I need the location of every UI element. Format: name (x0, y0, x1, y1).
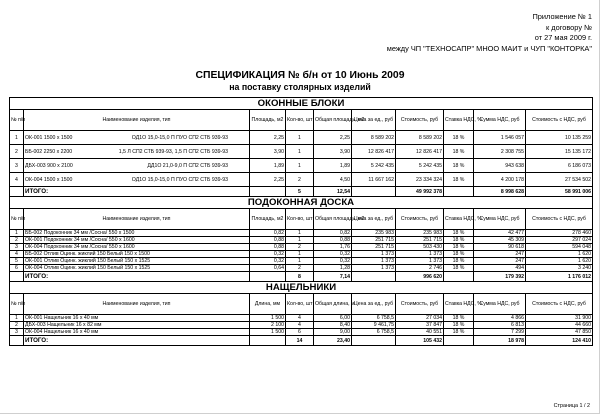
cell-name: ОК-001 Отлив Оцинк. жиклий 150 Белый 150 х 1525 (24, 258, 250, 265)
cell-name: ББ-002 Отлив Оцинк. жиклий 150 Белый 150 х 1500 (24, 251, 250, 258)
total-row (10, 336, 593, 346)
table-row (10, 322, 593, 329)
cell-n: 1 (10, 131, 24, 145)
total-label: ИТОГО: (24, 336, 250, 346)
column-header: Наименование изделия, тип (24, 209, 250, 230)
cell-total-area: 1,89 (314, 159, 352, 173)
column-header: Сумма НДС, руб (474, 294, 526, 315)
cell-name: ББ-002 Подоконник 34 мм /Сосна/ 550 х 1500 (24, 230, 250, 237)
cell-area: 3,90 (250, 145, 286, 159)
column-header: Стоимость с НДС, руб (526, 209, 593, 230)
cell-cost: 235 983 (396, 230, 444, 237)
table-row (10, 145, 593, 159)
cell-area: 1,89 (250, 159, 286, 173)
total-label: ИТОГО: (24, 272, 250, 282)
item-spec: ОД1О 15,0-15,0 П ПУО СП2 СТБ 939-93 (131, 134, 228, 141)
header-line: от 27 мая 2009 г. (534, 33, 592, 43)
total-empty-cell (250, 336, 286, 346)
cell-n: 6 (10, 265, 24, 272)
cell-cost-vat: 6 186 073 (526, 159, 593, 173)
column-header: Сумма НДС, руб (474, 110, 526, 131)
total-cost-vat: 1 176 012 (526, 272, 593, 282)
cell-total-area: 1,28 (314, 265, 352, 272)
cell-cost: 503 430 (396, 244, 444, 251)
document-title: СПЕЦИФИКАЦИЯ № б/н от 10 Июнь 2009 (195, 70, 405, 81)
table-row (10, 237, 593, 244)
cell-price: 9 461,75 (352, 322, 396, 329)
total-empty-cell (250, 272, 286, 282)
cell-qty: 1 (286, 230, 314, 237)
column-header: Цена за ед., руб (352, 294, 396, 315)
total-qty: 14 (286, 336, 314, 346)
cell-area: 2,25 (250, 131, 286, 145)
item-spec: ОД1О 15,0-15,0 П ПУО СП2 СТБ 939-93 (131, 176, 228, 183)
document-header (387, 12, 592, 54)
cell-price: 5 242 435 (352, 159, 396, 173)
cell-price: 251 715 (352, 244, 396, 251)
cell-vat-rate: 18 % (444, 315, 474, 322)
cell-total-area: 6,00 (314, 315, 352, 322)
cell-cost-vat: 15 135 172 (526, 145, 593, 159)
cell-qty: 2 (286, 244, 314, 251)
column-header: Ставка НДС, % (444, 294, 474, 315)
cell-total-area: 2,25 (314, 131, 352, 145)
total-total-area: 12,54 (314, 187, 352, 197)
cell-cost: 1 373 (396, 258, 444, 265)
section-title: НАЩЕЛЬНИКИ (10, 282, 593, 294)
total-empty-cell (352, 187, 396, 197)
cell-qty: 6 (286, 329, 314, 336)
total-empty-cell (10, 272, 24, 282)
cell-cost: 251 715 (396, 237, 444, 244)
column-header-row (10, 294, 593, 315)
cell-area: 0,32 (250, 251, 286, 258)
cell-total-area: 0,88 (314, 237, 352, 244)
cell-area: 2,25 (250, 173, 286, 187)
cell-vat: 90 618 (474, 244, 526, 251)
table-row (10, 244, 593, 251)
column-header: Сумма НДС, руб (474, 209, 526, 230)
cell-vat-rate: 18 % (444, 265, 474, 272)
cell-price: 251 715 (352, 237, 396, 244)
total-vat: 18 978 (474, 336, 526, 346)
cell-cost: 2 746 (396, 265, 444, 272)
cell-qty: 4 (286, 315, 314, 322)
cell-total-area: 0,32 (314, 258, 352, 265)
cell-vat-rate: 18 % (444, 251, 474, 258)
page-number: Страница 1 / 2 (553, 403, 590, 409)
cell-vat: 943 638 (474, 159, 526, 173)
total-empty-cell (444, 272, 474, 282)
header-line: Приложение № 1 (532, 12, 592, 21)
cell-vat: 45 309 (474, 237, 526, 244)
cell-n: 3 (10, 329, 24, 336)
column-header: Наименование изделия, тип (24, 110, 250, 131)
cell-total-area: 3,90 (314, 145, 352, 159)
total-empty-cell (250, 187, 286, 197)
table-row (10, 230, 593, 237)
column-header: Ставка НДС, % (444, 209, 474, 230)
cell-cost-vat: 44 660 (526, 322, 593, 329)
cell-vat: 247 (474, 251, 526, 258)
item-name-cell (24, 173, 250, 187)
table-row (10, 265, 593, 272)
cell-vat-rate: 18 % (444, 244, 474, 251)
cell-qty: 1 (286, 145, 314, 159)
cell-area: 0,32 (250, 258, 286, 265)
table-row (10, 258, 593, 265)
table-row (10, 173, 593, 187)
total-empty-cell (352, 336, 396, 346)
cell-vat: 7 299 (474, 329, 526, 336)
header-line: между ЧП "ТЕХНОСАПР" МНОО МАИТ и ЧУП "КОНТОРКА" (386, 43, 592, 53)
table-row (10, 131, 593, 145)
table-row (10, 251, 593, 258)
column-header: Цена за ед., руб (352, 110, 396, 131)
cell-vat-rate: 18 % (444, 131, 474, 145)
cell-n: 2 (10, 237, 24, 244)
column-header-row (10, 209, 593, 230)
cell-vat-rate: 18 % (444, 159, 474, 173)
total-row (10, 272, 593, 282)
cell-qty: 1 (286, 237, 314, 244)
section-title-row (10, 98, 593, 110)
column-header: Цена за ед., руб (352, 209, 396, 230)
cell-cost-vat: 297 024 (526, 237, 593, 244)
cell-vat: 6 813 (474, 322, 526, 329)
cell-cost: 5 242 435 (396, 159, 444, 173)
cell-total-area: 0,32 (314, 251, 352, 258)
total-cost: 49 992 378 (396, 187, 444, 197)
cell-vat-rate: 18 % (444, 230, 474, 237)
cell-n: 4 (10, 173, 24, 187)
cell-vat: 42 477 (474, 230, 526, 237)
cell-price: 6 758,5 (352, 329, 396, 336)
item-name: ДБХ-003 900 х 2100 (25, 162, 73, 169)
column-header: Стоимость, руб (396, 110, 444, 131)
cell-price: 8 589 202 (352, 131, 396, 145)
cell-vat-rate: 18 % (444, 329, 474, 336)
cell-name: ДБХ-003 Нащельник 16 х 82 мм (24, 322, 250, 329)
cell-cost-vat: 31 900 (526, 315, 593, 322)
cell-cost-vat: 27 534 502 (526, 173, 593, 187)
cell-price: 1 373 (352, 265, 396, 272)
cell-n: 1 (10, 315, 24, 322)
cell-total-area: 8,40 (314, 322, 352, 329)
total-cost-vat: 124 410 (526, 336, 593, 346)
total-total-area: 7,14 (314, 272, 352, 282)
item-name-cell (24, 145, 250, 159)
cell-total-area: 4,50 (314, 173, 352, 187)
total-label: ИТОГО: (24, 187, 250, 197)
cell-qty: 1 (286, 251, 314, 258)
column-header: Общая длина, м (314, 294, 352, 315)
column-header: Общая площадь, м2 (314, 209, 352, 230)
cell-qty: 4 (286, 322, 314, 329)
cell-area: 1 500 (250, 329, 286, 336)
cell-price: 11 667 162 (352, 173, 396, 187)
column-header: № п/п (10, 294, 24, 315)
total-cost: 105 432 (396, 336, 444, 346)
item-name-cell (24, 159, 250, 173)
column-header: Кол-во, шт (286, 209, 314, 230)
total-empty-cell (444, 187, 474, 197)
cell-area: 0,82 (250, 230, 286, 237)
cell-name: ОК-001 Подоконник 34 мм /Сосна/ 550 х 1600 (24, 237, 250, 244)
section-title: ОКОННЫЕ БЛОКИ (10, 98, 593, 110)
column-header: Кол-во, шт (286, 110, 314, 131)
total-vat: 179 392 (474, 272, 526, 282)
cell-name: ОК-004 Отлив Оцинк. жиклий 150 Белый 150 х 1525 (24, 265, 250, 272)
cell-cost: 40 551 (396, 329, 444, 336)
cell-price: 1 373 (352, 258, 396, 265)
cell-n: 2 (10, 145, 24, 159)
cell-name: ОК-004 Подоконник 34 мм /Сосна/ 550 х 1600 (24, 244, 250, 251)
cell-vat-rate: 18 % (444, 145, 474, 159)
section-title-row (10, 282, 593, 294)
cell-cost-vat: 1 620 (526, 258, 593, 265)
cell-n: 3 (10, 159, 24, 173)
cell-cost: 8 589 202 (396, 131, 444, 145)
cell-total-area: 0,82 (314, 230, 352, 237)
cell-cost-vat: 594 048 (526, 244, 593, 251)
item-name: ОК-001 1500 х 1500 (25, 134, 73, 141)
total-empty-cell (10, 336, 24, 346)
cell-cost-vat: 10 135 259 (526, 131, 593, 145)
cell-cost: 1 373 (396, 251, 444, 258)
cell-price: 6 758,5 (352, 315, 396, 322)
cell-cost-vat: 278 460 (526, 230, 593, 237)
column-header: Ставка НДС, % (444, 110, 474, 131)
total-empty-cell (444, 336, 474, 346)
cell-qty: 2 (286, 173, 314, 187)
cell-area: 0,88 (250, 237, 286, 244)
header-line: к договору № (545, 22, 592, 32)
cell-area: 0,64 (250, 265, 286, 272)
cell-cost: 27 034 (396, 315, 444, 322)
cell-vat: 494 (474, 265, 526, 272)
cell-name: ОК-004 Нащельник 16 х 40 мм (24, 329, 250, 336)
cell-qty: 2 (286, 265, 314, 272)
cell-cost-vat: 47 850 (526, 329, 593, 336)
cell-area: 2 100 (250, 322, 286, 329)
cell-total-area: 9,00 (314, 329, 352, 336)
column-header: Наименование изделия, тип (24, 294, 250, 315)
cell-qty: 1 (286, 159, 314, 173)
specification-table (9, 97, 593, 346)
cell-vat-rate: 18 % (444, 258, 474, 265)
cell-vat-rate: 18 % (444, 173, 474, 187)
cell-cost: 23 334 324 (396, 173, 444, 187)
column-header: Стоимость, руб (396, 294, 444, 315)
document-subtitle: на поставку столярных изделий (229, 82, 371, 92)
total-vat: 8 998 628 (474, 187, 526, 197)
table-row (10, 159, 593, 173)
cell-n: 3 (10, 244, 24, 251)
cell-cost-vat: 1 620 (526, 251, 593, 258)
cell-area: 1 500 (250, 315, 286, 322)
cell-n: 2 (10, 322, 24, 329)
cell-vat: 2 308 755 (474, 145, 526, 159)
table-row (10, 329, 593, 336)
column-header: Длина, мм (250, 294, 286, 315)
total-qty: 8 (286, 272, 314, 282)
total-total-area: 23,40 (314, 336, 352, 346)
cell-vat-rate: 18 % (444, 322, 474, 329)
column-header: Площадь, м2 (250, 209, 286, 230)
cell-cost-vat: 3 240 (526, 265, 593, 272)
cell-total-area: 1,76 (314, 244, 352, 251)
section-title: ПОДОКОННАЯ ДОСКА (10, 197, 593, 209)
cell-vat: 1 546 057 (474, 131, 526, 145)
column-header: Кол-во, шт (286, 294, 314, 315)
total-qty: 5 (286, 187, 314, 197)
cell-cost: 37 847 (396, 322, 444, 329)
column-header: Площадь, м2 (250, 110, 286, 131)
column-header: Стоимость с НДС, руб (526, 294, 593, 315)
item-name: ББ-002 2250 х 2200 (25, 148, 73, 155)
column-header-row (10, 110, 593, 131)
cell-n: 4 (10, 251, 24, 258)
section-title-row (10, 197, 593, 209)
column-header: Стоимость с НДС, руб (526, 110, 593, 131)
cell-n: 1 (10, 230, 24, 237)
cell-cost: 12 826 417 (396, 145, 444, 159)
cell-area: 0,88 (250, 244, 286, 251)
table-row (10, 315, 593, 322)
cell-price: 235 983 (352, 230, 396, 237)
cell-vat: 4 866 (474, 315, 526, 322)
column-header: № п/п (10, 110, 24, 131)
cell-qty: 1 (286, 131, 314, 145)
cell-vat: 4 200 178 (474, 173, 526, 187)
cell-price: 1 373 (352, 251, 396, 258)
total-cost: 996 620 (396, 272, 444, 282)
total-row (10, 187, 593, 197)
total-empty-cell (352, 272, 396, 282)
column-header: № п/п (10, 209, 24, 230)
cell-vat-rate: 18 % (444, 237, 474, 244)
item-name-cell (24, 131, 250, 145)
cell-price: 12 826 417 (352, 145, 396, 159)
cell-n: 5 (10, 258, 24, 265)
total-empty-cell (10, 187, 24, 197)
column-header: Стоимость, руб (396, 209, 444, 230)
item-spec: ДД1О 21,0-9,0 П СП2 СТБ 939-93 (147, 162, 228, 169)
item-name: ОК-004 1500 х 1500 (25, 176, 73, 183)
cell-vat: 247 (474, 258, 526, 265)
cell-qty: 1 (286, 258, 314, 265)
column-header: Общая площадь, м2 (314, 110, 352, 131)
total-cost-vat: 58 991 006 (526, 187, 593, 197)
item-spec: 1,5 Л СП2 СТБ 939-93, 1,5 П СП2 СТБ 939-93 (118, 148, 228, 155)
cell-name: ОК-001 Нащельник 16 х 40 мм (24, 315, 250, 322)
